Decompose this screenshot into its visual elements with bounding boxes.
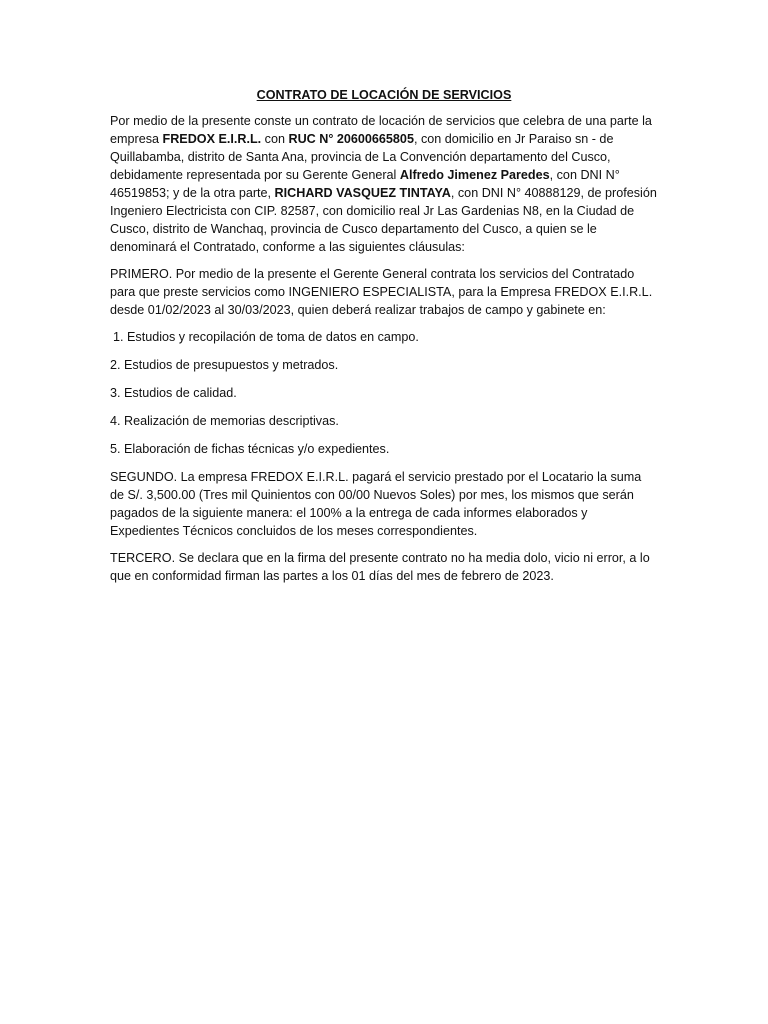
company-name: FREDOX E.I.R.L. (162, 132, 262, 146)
intro-paragraph (110, 112, 658, 256)
list-item-1: 1. Estudios y recopilación de toma de datos en campo. (113, 330, 419, 344)
intro-text-2: con (261, 132, 289, 146)
intro-text-5: , con DNI N° 40888129, de profesión Ingeniero Electricista con CIP. 82587, con domicilio real Jr Las Gardenias N8, en la Ciudad de Cusco, distrito de Wanchaq, provincia de Cusco departamento del Cusco, a quien se le denominará el Contratado, conforme a las siguientes cláusulas: (110, 186, 657, 254)
list-item-5: 5. Elaboración de fichas técnicas y/o expedientes. (110, 442, 390, 456)
list-item-2: 2. Estudios de presupuestos y metrados. (110, 358, 339, 372)
manager-name: Alfredo Jimenez Paredes (399, 168, 550, 182)
contractor-name: RICHARD VASQUEZ TINTAYA (274, 186, 451, 200)
clause-primero: PRIMERO. Por medio de la presente el Gerente General contrata los servicios del Contratado para que preste servicios como INGENIERO ESPECIALISTA, para la Empresa FREDOX E.I.R.L. desde 01/02/2023 al 30/03/2023, quien deberá realizar trabajos de campo y gabinete en: (110, 267, 653, 317)
company-ruc: RUC N° 20600665805 (288, 132, 414, 146)
intro-text-1: Por medio de la presente conste un contrato de locación de servicios que celebra de una parte la empresa (110, 114, 652, 146)
list-item-4: 4. Realización de memorias descriptivas. (110, 414, 339, 428)
intro-text-4: , con DNI N° 46519853; y de la otra parte, (110, 168, 620, 200)
document-title: CONTRATO DE LOCACIÓN DE SERVICIOS (256, 88, 512, 102)
clause-segundo: SEGUNDO. La empresa FREDOX E.I.R.L. pagará el servicio prestado por el Locatario la suma de S/. 3,500.00 (Tres mil Quinientos con 00/00 Nuevos Soles) por mes, los mismos que serán pagados de la siguiente manera: el 100% a la entrega de cada informes elaborados y Expedientes Técnicos concluidos de los meses correspondientes. (110, 470, 642, 538)
intro-text-3: , con domicilio en Jr Paraiso sn - de Quillabamba, distrito de Santa Ana, provincia de La Convención departamento del Cusco, debidamente representada por su Gerente General (110, 132, 614, 182)
clause-tercero: TERCERO. Se declara que en la firma del presente contrato no ha media dolo, vicio ni error, a lo que en conformidad firman las partes a los 01 días del mes de febrero de 2023. (110, 551, 650, 583)
list-item-3: 3. Estudios de calidad. (110, 386, 237, 400)
